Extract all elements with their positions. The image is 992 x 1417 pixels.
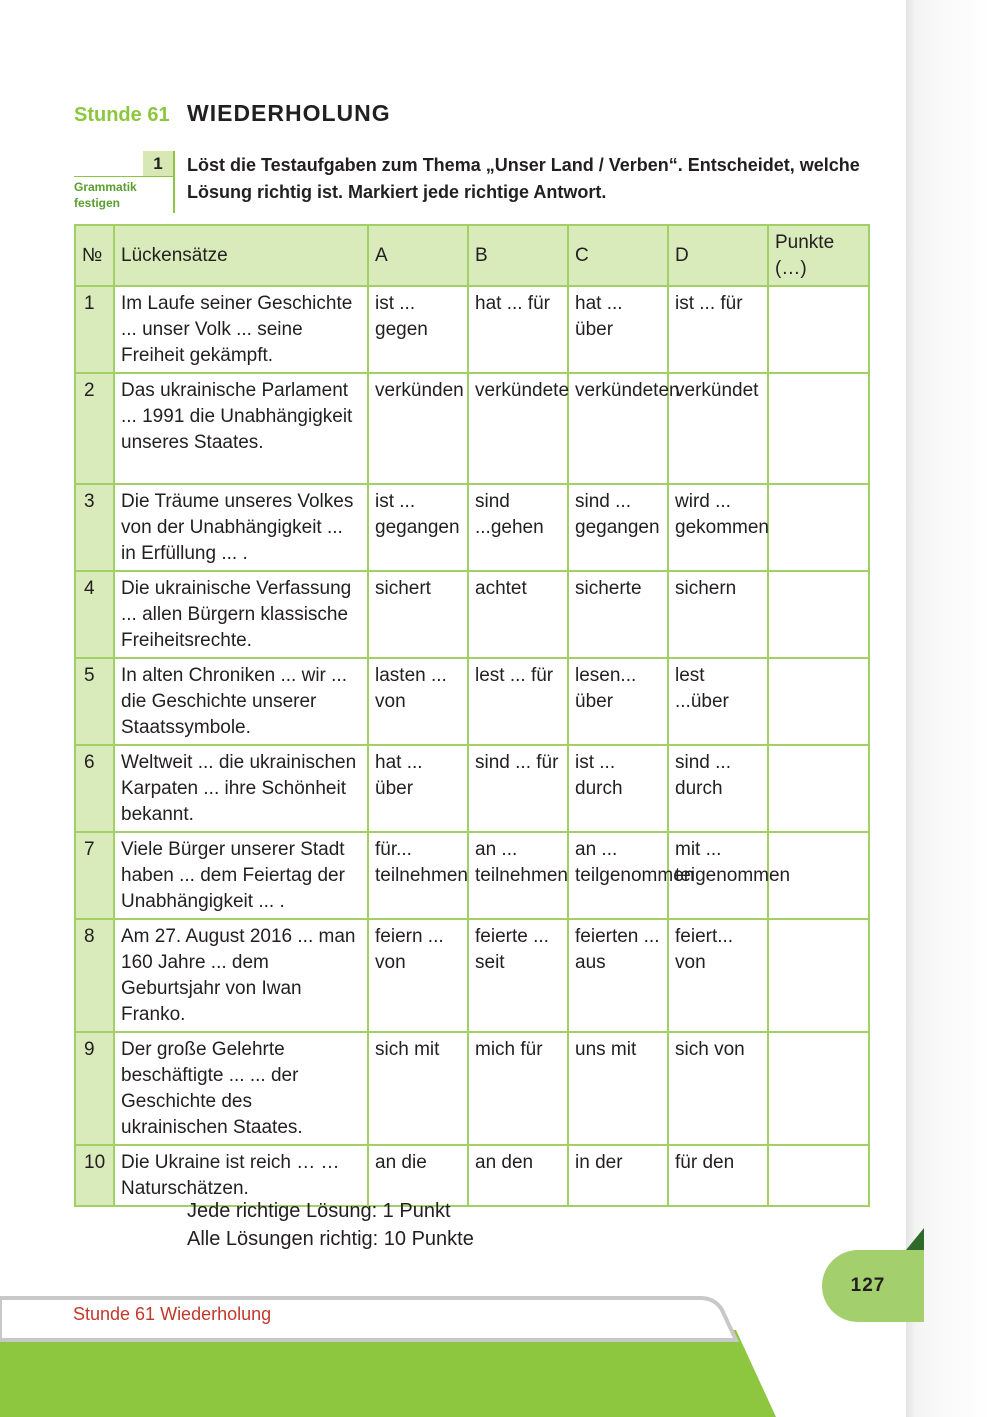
points-cell[interactable] (768, 373, 869, 484)
option-a[interactable]: ist ... gegangen (368, 484, 468, 571)
option-d[interactable]: wird ... gekommen (668, 484, 768, 571)
points-cell[interactable] (768, 571, 869, 658)
points-cell[interactable] (768, 1032, 869, 1145)
header-number: № (75, 225, 114, 286)
header-option-a: A (368, 225, 468, 286)
option-b[interactable]: feierte ... seit (468, 919, 568, 1032)
task-instruction: Löst die Testaufgaben zum Thema „Unser Land / Verben“. Entscheidet, welche Lösung richtig ist. Markiert jede richtige Antwort. (187, 155, 860, 202)
option-b[interactable]: mich für (468, 1032, 568, 1145)
row-number: 6 (75, 745, 114, 832)
option-a[interactable]: hat ... über (368, 745, 468, 832)
row-number: 1 (75, 286, 114, 373)
points-cell[interactable] (768, 286, 869, 373)
row-number: 4 (75, 571, 114, 658)
option-b[interactable]: an ... teilnehmen (468, 832, 568, 919)
table-row (75, 745, 869, 832)
points-cell[interactable] (768, 745, 869, 832)
row-sentence: In alten Chroniken ... wir ... die Geschichte unserer Staatssymbole. (114, 658, 368, 745)
row-sentence: Die ukrainische Verfassung ... allen Bürgern klassische Freiheitsrechte. (114, 571, 368, 658)
table-row (75, 373, 869, 484)
points-cell[interactable] (768, 1145, 869, 1206)
option-b[interactable]: hat ... für (468, 286, 568, 373)
table-row (75, 286, 869, 373)
option-d[interactable]: sichern (668, 571, 768, 658)
option-a[interactable]: feiern ... von (368, 919, 468, 1032)
header-option-b: B (468, 225, 568, 286)
option-d[interactable]: sind ... durch (668, 745, 768, 832)
running-title: Stunde 61 Wiederholung (73, 1304, 272, 1324)
row-sentence: Im Laufe seiner Geschichte ... unser Volk ... seine Freiheit gekämpft. (114, 286, 368, 373)
option-a[interactable]: an die (368, 1145, 468, 1206)
row-sentence: Weltweit ... die ukrainischen Karpaten ... ihre Schönheit bekannt. (114, 745, 368, 832)
scoring-note (187, 1197, 474, 1253)
row-number: 3 (75, 484, 114, 571)
option-c[interactable]: lesen... über (568, 658, 668, 745)
page-badge-fold (906, 1228, 924, 1250)
option-c[interactable]: verkündeten (568, 373, 668, 484)
quiz-table (74, 224, 870, 1207)
option-b[interactable]: lest ... für (468, 658, 568, 745)
header-points: Punkte (…) (768, 225, 869, 286)
option-b[interactable]: achtet (468, 571, 568, 658)
option-b[interactable]: sind ...gehen (468, 484, 568, 571)
task-number: 1 (143, 151, 173, 176)
row-number: 7 (75, 832, 114, 919)
row-number: 9 (75, 1032, 114, 1145)
header-option-c: C (568, 225, 668, 286)
option-b[interactable]: verkündete (468, 373, 568, 484)
header-option-d: D (668, 225, 768, 286)
option-d[interactable]: mit ... teigenommen (668, 832, 768, 919)
row-sentence: Viele Bürger unserer Stadt haben ... dem Feiertag der Unabhängigkeit ... . (114, 832, 368, 919)
option-b[interactable]: sind ... für (468, 745, 568, 832)
table-row (75, 919, 869, 1032)
task-category: Grammatik festigen (74, 180, 137, 210)
option-d[interactable]: feiert... von (668, 919, 768, 1032)
row-sentence: Die Träume unseres Volkes von der Unabhängigkeit ... in Erfüllung ... . (114, 484, 368, 571)
option-c[interactable]: in der (568, 1145, 668, 1206)
page-edge-strip (906, 0, 992, 1417)
task-divider-vertical (173, 151, 175, 213)
option-c[interactable]: sicherte (568, 571, 668, 658)
option-d[interactable]: für den (668, 1145, 768, 1206)
task-divider-horizontal (74, 176, 174, 177)
points-cell[interactable] (768, 484, 869, 571)
table-header-row (75, 225, 869, 286)
scoring-line-total: Alle Lösungen richtig: 10 Punkte (187, 1228, 474, 1250)
option-a[interactable]: für... teilnehmen (368, 832, 468, 919)
option-c[interactable]: uns mit (568, 1032, 668, 1145)
row-number: 10 (75, 1145, 114, 1206)
points-cell[interactable] (768, 919, 869, 1032)
points-cell[interactable] (768, 658, 869, 745)
table-row (75, 484, 869, 571)
option-d[interactable]: ist ... für (668, 286, 768, 373)
row-sentence: Das ukrainische Parlament ... 1991 die Unabhängigkeit unseres Staates. (114, 373, 368, 484)
option-c[interactable]: hat ... über (568, 286, 668, 373)
row-sentence: Am 27. August 2016 ... man 160 Jahre ... dem Geburtsjahr von Iwan Franko. (114, 919, 368, 1032)
row-number: 5 (75, 658, 114, 745)
option-d[interactable]: verkündet (668, 373, 768, 484)
header-sentence: Lückensätze (114, 225, 368, 286)
option-c[interactable]: sind ... gegangen (568, 484, 668, 571)
row-sentence: Der große Gelehrte beschäftigte ... ... der Geschichte des ukrainischen Staates. (114, 1032, 368, 1145)
option-d[interactable]: sich von (668, 1032, 768, 1145)
lesson-label: Stunde 61 (74, 104, 170, 126)
page-number: 127 (822, 1250, 924, 1322)
option-a[interactable]: sichert (368, 571, 468, 658)
table-row (75, 658, 869, 745)
option-c[interactable]: an ... teilgenommen (568, 832, 668, 919)
scoring-line-per-answer: Jede richtige Lösung: 1 Punkt (187, 1200, 451, 1222)
option-c[interactable]: feierten ... aus (568, 919, 668, 1032)
table-row (75, 832, 869, 919)
row-sentence: Die Ukraine ist reich … … Naturschätzen. (114, 1145, 368, 1206)
option-a[interactable]: verkünden (368, 373, 468, 484)
option-a[interactable]: lasten ... von (368, 658, 468, 745)
table-row (75, 1032, 869, 1145)
lesson-title: WIEDERHOLUNG (187, 100, 391, 126)
option-b[interactable]: an den (468, 1145, 568, 1206)
table-row (75, 571, 869, 658)
option-d[interactable]: lest ...über (668, 658, 768, 745)
option-a[interactable]: ist ... gegen (368, 286, 468, 373)
option-c[interactable]: ist ... durch (568, 745, 668, 832)
option-a[interactable]: sich mit (368, 1032, 468, 1145)
row-number: 8 (75, 919, 114, 1032)
row-number: 2 (75, 373, 114, 484)
